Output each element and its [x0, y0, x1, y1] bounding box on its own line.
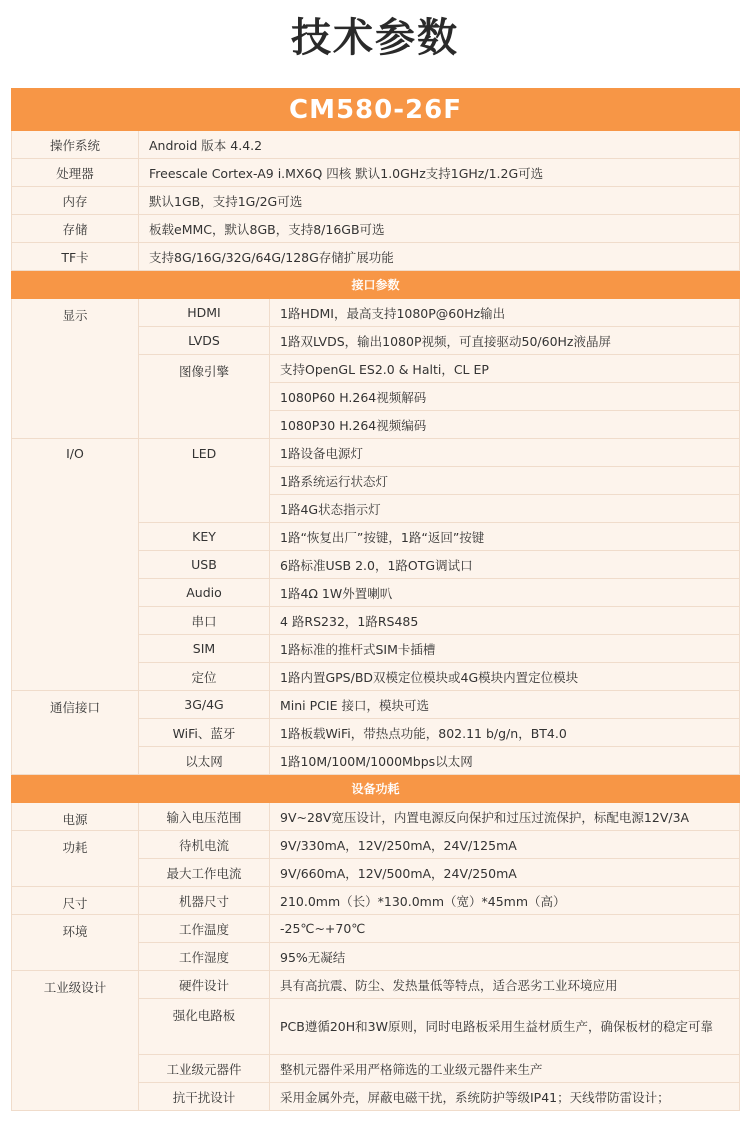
table-row [12, 439, 740, 467]
category-comm: 通信接口 [12, 691, 139, 775]
table-row [12, 159, 740, 187]
sub-label-usb: USB [139, 551, 270, 579]
section-title-power: 设备功耗 [12, 775, 740, 803]
table-row [12, 971, 740, 999]
row-value-tf: 支持8G/16G/32G/64G/128G存储扩展功能 [139, 243, 740, 271]
value-emi: 采用金属外壳，屏蔽电磁干扰，系统防护等级IP41；天线带防雷设计； [270, 1083, 740, 1111]
table-row [12, 803, 740, 831]
sub-label-hdmi: HDMI [139, 299, 270, 327]
sub-label-4g: 3G/4G [139, 691, 270, 719]
sub-label-humidity: 工作湿度 [139, 943, 270, 971]
value-temperature: -25℃~+70℃ [270, 915, 740, 943]
section-header-power [12, 775, 740, 803]
sub-label-audio: Audio [139, 579, 270, 607]
section-title-interface: 接口参数 [12, 271, 740, 299]
value-gps: 1路内置GPS/BD双模定位模块或4G模块内置定位模块 [270, 663, 740, 691]
value-led-2: 1路系统运行状态灯 [270, 467, 740, 495]
sub-label-input-voltage: 输入电压范围 [139, 803, 270, 831]
value-humidity: 95%无凝结 [270, 943, 740, 971]
value-led-3: 1路4G状态指示灯 [270, 495, 740, 523]
sub-label-engine: 图像引擎 [139, 355, 270, 439]
category-industrial: 工业级设计 [12, 971, 139, 1111]
row-value-storage: 板载eMMC，默认8GB，支持8/16GB可选 [139, 215, 740, 243]
category-consumption: 功耗 [12, 831, 139, 887]
row-value-cpu: Freescale Cortex-A9 i.MX6Q 四核 默认1.0GHz支持1GHz/1.2G可选 [139, 159, 740, 187]
category-io: I/O [12, 439, 139, 691]
sub-label-temperature: 工作温度 [139, 915, 270, 943]
value-wifi: 1路板载WiFi，带热点功能，802.11 b/g/n，BT4.0 [270, 719, 740, 747]
row-value-os: Android 版本 4.4.2 [139, 131, 740, 159]
page-title: 技术参数 [291, 15, 459, 61]
sub-label-led: LED [139, 439, 270, 523]
sub-label-size: 机器尺寸 [139, 887, 270, 915]
value-max-current: 9V/660mA，12V/500mA，24V/250mA [270, 859, 740, 887]
row-label-cpu: 处理器 [12, 159, 139, 187]
value-led-1: 1路设备电源灯 [270, 439, 740, 467]
category-environment: 环境 [12, 915, 139, 971]
sub-label-gps: 定位 [139, 663, 270, 691]
model-name: CM580-26F [12, 89, 740, 131]
row-label-storage: 存储 [12, 215, 139, 243]
value-usb: 6路标准USB 2.0，1路OTG调试口 [270, 551, 740, 579]
sub-label-serial: 串口 [139, 607, 270, 635]
sub-label-components: 工业级元器件 [139, 1055, 270, 1083]
value-audio: 1路4Ω 1W外置喇叭 [270, 579, 740, 607]
table-row [12, 915, 740, 943]
sub-label-pcb: 强化电路板 [139, 999, 270, 1055]
table-row [12, 691, 740, 719]
section-header-interface [12, 271, 740, 299]
category-display: 显示 [12, 299, 139, 439]
sub-label-lvds: LVDS [139, 327, 270, 355]
row-label-memory: 内存 [12, 187, 139, 215]
value-input-voltage: 9V~28V宽压设计，内置电源反向保护和过压过流保护，标配电源12V/3A [270, 803, 740, 831]
table-row [12, 215, 740, 243]
value-engine-2: 1080P60 H.264视频解码 [270, 383, 740, 411]
table-row [12, 831, 740, 859]
table-row [12, 299, 740, 327]
category-size: 尺寸 [12, 887, 139, 915]
table-row [12, 131, 740, 159]
sub-label-ethernet: 以太网 [139, 747, 270, 775]
value-standby: 9V/330mA，12V/250mA，24V/125mA [270, 831, 740, 859]
row-value-memory: 默认1GB，支持1G/2G可选 [139, 187, 740, 215]
sub-label-max-current: 最大工作电流 [139, 859, 270, 887]
value-4g: Mini PCIE 接口，模块可选 [270, 691, 740, 719]
sub-label-emi: 抗干扰设计 [139, 1083, 270, 1111]
value-lvds: 1路双LVDS，输出1080P视频，可直接驱动50/60Hz液晶屏 [270, 327, 740, 355]
model-header-row [12, 89, 740, 131]
value-ethernet: 1路10M/100M/1000Mbps以太网 [270, 747, 740, 775]
value-hdmi: 1路HDMI，最高支持1080P@60Hz输出 [270, 299, 740, 327]
value-key: 1路“恢复出厂”按键，1路“返回”按键 [270, 523, 740, 551]
value-size: 210.0mm（长）*130.0mm（宽）*45mm（高） [270, 887, 740, 915]
category-power: 电源 [12, 803, 139, 831]
row-label-tf: TF卡 [12, 243, 139, 271]
sub-label-hardware: 硬件设计 [139, 971, 270, 999]
value-components: 整机元器件采用严格筛选的工业级元器件来生产 [270, 1055, 740, 1083]
value-hardware: 具有高抗震、防尘、发热量低等特点，适合恶劣工业环境应用 [270, 971, 740, 999]
table-row [12, 887, 740, 915]
value-engine-1: 支持OpenGL ES2.0 & Halti，CL EP [270, 355, 740, 383]
value-serial: 4 路RS232，1路RS485 [270, 607, 740, 635]
value-engine-3: 1080P30 H.264视频编码 [270, 411, 740, 439]
table-row [12, 187, 740, 215]
value-pcb: PCB遵循20H和3W原则，同时电路板采用生益材质生产，确保板材的稳定可靠 [270, 999, 740, 1055]
sub-label-key: KEY [139, 523, 270, 551]
sub-label-sim: SIM [139, 635, 270, 663]
table-row [12, 243, 740, 271]
sub-label-standby: 待机电流 [139, 831, 270, 859]
spec-table [11, 88, 740, 1111]
value-sim: 1路标准的推杆式SIM卡插槽 [270, 635, 740, 663]
row-label-os: 操作系统 [12, 131, 139, 159]
sub-label-wifi: WiFi、蓝牙 [139, 719, 270, 747]
